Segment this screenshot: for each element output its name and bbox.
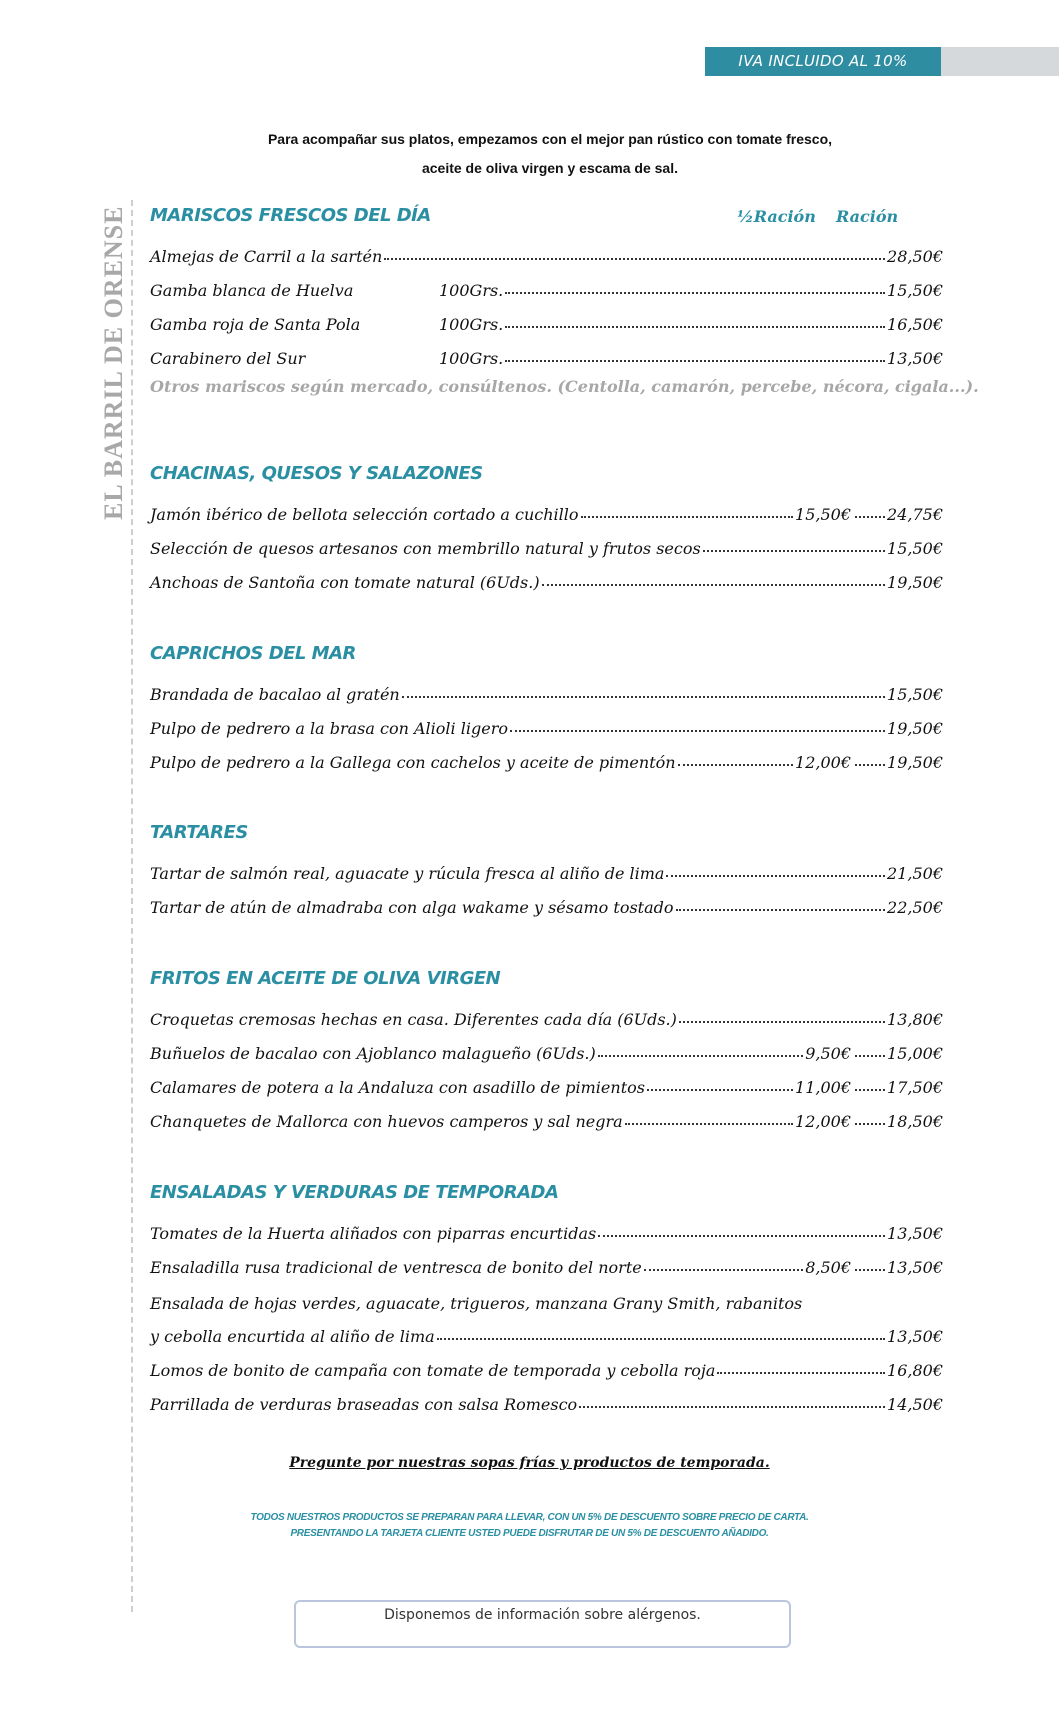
dot-leader bbox=[647, 1089, 793, 1091]
dot-leader bbox=[855, 1123, 885, 1125]
item-name: Ensaladilla rusa tradicional de ventresca de bonito del norte bbox=[150, 1258, 642, 1277]
menu-item bbox=[150, 1249, 943, 1277]
section-title-caprichos: CAPRICHOS DEL MAR bbox=[150, 643, 356, 664]
menu-item bbox=[150, 710, 943, 738]
dot-leader bbox=[505, 360, 885, 362]
item-qty: 100Grs. bbox=[439, 315, 504, 334]
menu-item bbox=[150, 744, 943, 772]
item-price: 14,50€ bbox=[887, 1395, 943, 1414]
item-name: Anchoas de Santoña con tomate natural (6Uds.) bbox=[150, 573, 540, 592]
menu-item bbox=[150, 676, 943, 704]
item-name: Ensalada de hojas verdes, aguacate, trigueros, manzana Grany Smith, rabanitos bbox=[150, 1294, 803, 1313]
menu-item bbox=[150, 1103, 943, 1131]
item-qty: 100Grs. bbox=[439, 349, 504, 368]
item-name: Almejas de Carril a la sartén bbox=[150, 247, 383, 266]
section-title-fritos: FRITOS EN ACEITE DE OLIVA VIRGEN bbox=[150, 968, 501, 989]
dot-leader bbox=[505, 326, 885, 328]
dot-leader bbox=[437, 1338, 885, 1340]
intro-line-2: aceite de oliva virgen y escama de sal. bbox=[421, 160, 679, 176]
dot-leader bbox=[598, 1235, 885, 1237]
item-price: 15,50€ bbox=[887, 539, 943, 558]
menu-item bbox=[150, 855, 943, 883]
item-half-price: 8,50€ bbox=[805, 1258, 852, 1277]
item-name: Buñuelos de bacalao con Ajoblanco malagueño (6Uds.) bbox=[150, 1044, 596, 1063]
dot-leader bbox=[855, 1269, 885, 1271]
section-title-ensaladas: ENSALADAS Y VERDURAS DE TEMPORADA bbox=[150, 1182, 559, 1203]
item-name: Brandada de bacalao al gratén bbox=[150, 685, 400, 704]
dot-leader bbox=[581, 516, 794, 518]
menu-item bbox=[150, 530, 943, 558]
item-name: Croquetas cremosas hechas en casa. Diferentes cada día (6Uds.) bbox=[150, 1010, 677, 1029]
item-name: Parrillada de verduras braseadas con salsa Romesco bbox=[150, 1395, 578, 1414]
menu-item-line-2 bbox=[150, 1318, 943, 1346]
section-title-chacinas: CHACINAS, QUESOS Y SALAZONES bbox=[150, 463, 483, 484]
dot-leader bbox=[676, 909, 886, 911]
mariscos-note: Otros mariscos según mercado, consúltenos. (Centolla, camarón, percebe, nécora, cigala...). bbox=[150, 377, 979, 396]
dot-leader bbox=[598, 1055, 803, 1057]
seasonal-note: Pregunte por nuestras sopas frías y productos de temporada. bbox=[289, 1455, 770, 1471]
item-name: Carabinero del Sur bbox=[150, 349, 306, 368]
item-price: 16,80€ bbox=[887, 1361, 943, 1380]
dot-leader bbox=[579, 1406, 885, 1408]
dot-leader bbox=[384, 258, 885, 260]
menu-item bbox=[150, 1352, 943, 1380]
item-name: y cebolla encurtida al aliño de lima bbox=[150, 1327, 435, 1346]
side-dashed-divider bbox=[131, 200, 133, 1612]
column-head-half: ½Ración bbox=[737, 207, 816, 226]
item-name: Pulpo de pedrero a la brasa con Alioli ligero bbox=[150, 719, 508, 738]
menu-item bbox=[150, 1035, 943, 1063]
column-head-full: Ración bbox=[836, 207, 899, 226]
menu-item bbox=[150, 1069, 943, 1097]
item-price: 28,50€ bbox=[887, 247, 943, 266]
dot-leader bbox=[402, 696, 885, 698]
dot-leader bbox=[855, 1089, 885, 1091]
side-restaurant-name: EL BARRIL DE ORENSE bbox=[99, 205, 128, 520]
item-name: Gamba roja de Santa Pola bbox=[150, 315, 361, 334]
item-half-price: 9,50€ bbox=[805, 1044, 852, 1063]
item-name: Selección de quesos artesanos con membrillo natural y frutos secos bbox=[150, 539, 701, 558]
item-price: 17,50€ bbox=[887, 1078, 943, 1097]
dot-leader bbox=[717, 1372, 885, 1374]
loyalty-note: PRESENTANDO LA TARJETA CLIENTE USTED PUEDE DISFRUTAR DE UN 5% DE DESCUENTO AÑADIDO. bbox=[290, 1528, 769, 1539]
menu-item bbox=[150, 1386, 943, 1414]
dot-leader bbox=[505, 292, 885, 294]
dot-leader bbox=[666, 875, 885, 877]
iva-banner-tail bbox=[941, 47, 1059, 76]
item-name: Tomates de la Huerta aliñados con piparras encurtidas bbox=[150, 1224, 597, 1243]
item-price: 19,50€ bbox=[887, 719, 943, 738]
item-price: 15,50€ bbox=[887, 685, 943, 704]
dot-leader bbox=[703, 550, 885, 552]
item-price: 16,50€ bbox=[887, 315, 943, 334]
item-name: Calamares de potera a la Andaluza con asadillo de pimientos bbox=[150, 1078, 645, 1097]
dot-leader bbox=[679, 1021, 885, 1023]
menu-item bbox=[150, 340, 943, 368]
item-price: 13,50€ bbox=[887, 349, 943, 368]
menu-item bbox=[150, 1001, 943, 1029]
item-half-price: 12,00€ bbox=[795, 1112, 852, 1131]
item-price: 13,80€ bbox=[887, 1010, 943, 1029]
allergen-info-box bbox=[294, 1600, 791, 1648]
item-price: 19,50€ bbox=[887, 753, 943, 772]
item-price: 15,50€ bbox=[887, 281, 943, 300]
menu-item bbox=[150, 238, 943, 266]
menu-item bbox=[150, 564, 943, 592]
item-price: 15,00€ bbox=[887, 1044, 943, 1063]
item-price: 19,50€ bbox=[887, 573, 943, 592]
item-name: Tartar de atún de almadraba con alga wakame y sésamo tostado bbox=[150, 898, 674, 917]
item-price: 24,75€ bbox=[887, 505, 943, 524]
menu-item bbox=[150, 1215, 943, 1243]
dot-leader bbox=[855, 764, 885, 766]
section-title-mariscos: MARISCOS FRESCOS DEL DÍA bbox=[150, 205, 431, 226]
menu-item bbox=[150, 306, 943, 334]
dot-leader bbox=[855, 516, 885, 518]
item-name: Lomos de bonito de campaña con tomate de temporada y cebolla roja bbox=[150, 1361, 716, 1380]
item-price: 13,50€ bbox=[887, 1258, 943, 1277]
item-qty: 100Grs. bbox=[439, 281, 504, 300]
dot-leader bbox=[625, 1123, 793, 1125]
dot-leader bbox=[510, 730, 885, 732]
item-name: Pulpo de pedrero a la Gallega con cachelos y aceite de pimentón bbox=[150, 753, 676, 772]
item-name: Tartar de salmón real, aguacate y rúcula fresca al aliño de lima bbox=[150, 864, 665, 883]
item-half-price: 11,00€ bbox=[795, 1078, 852, 1097]
section-title-tartares: TARTARES bbox=[150, 822, 248, 843]
intro-line-1: Para acompañar sus platos, empezamos con el mejor pan rústico con tomate fresco, bbox=[267, 131, 833, 147]
dot-leader bbox=[644, 1269, 803, 1271]
item-price: 21,50€ bbox=[887, 864, 943, 883]
menu-item bbox=[150, 272, 943, 300]
item-half-price: 15,50€ bbox=[795, 505, 852, 524]
item-name: Gamba blanca de Huelva bbox=[150, 281, 354, 300]
item-name: Jamón ibérico de bellota selección cortado a cuchillo bbox=[150, 505, 579, 524]
takeaway-note: TODOS NUESTROS PRODUCTOS SE PREPARAN PARA LLEVAR, CON UN 5% DE DESCUENTO SOBRE PRECIO DE CARTA. bbox=[250, 1512, 809, 1523]
item-price: 18,50€ bbox=[887, 1112, 943, 1131]
item-price: 22,50€ bbox=[887, 898, 943, 917]
item-half-price: 12,00€ bbox=[795, 753, 852, 772]
dot-leader bbox=[855, 1055, 885, 1057]
item-price: 13,50€ bbox=[887, 1327, 943, 1346]
dot-leader bbox=[678, 764, 793, 766]
menu-item bbox=[150, 496, 943, 524]
allergen-info-text: Disponemos de información sobre alérgenos. bbox=[384, 1607, 701, 1623]
iva-banner: IVA INCLUIDO AL 10% bbox=[705, 47, 941, 76]
menu-item bbox=[150, 889, 943, 917]
dot-leader bbox=[542, 584, 885, 586]
item-price: 13,50€ bbox=[887, 1224, 943, 1243]
item-name: Chanquetes de Mallorca con huevos camperos y sal negra bbox=[150, 1112, 623, 1131]
menu-item-line-1 bbox=[150, 1285, 943, 1313]
